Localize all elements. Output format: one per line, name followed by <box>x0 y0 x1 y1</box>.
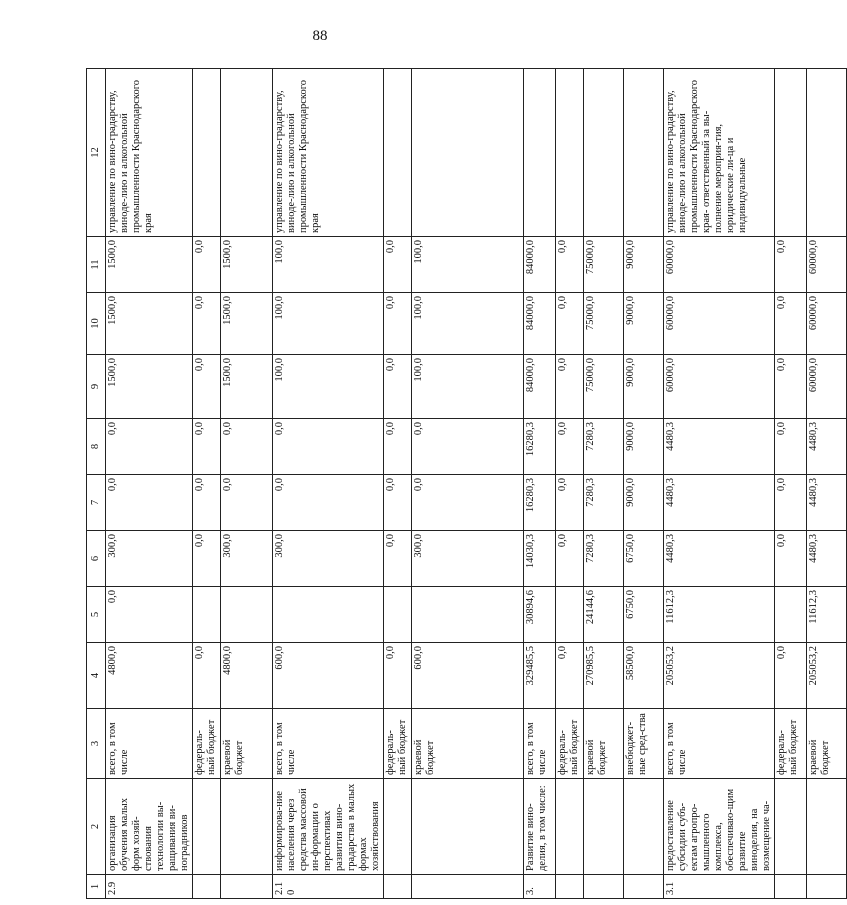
funding-source-cell: федераль-ный бюджет <box>384 709 412 779</box>
row-number-cell <box>584 875 624 899</box>
table-row <box>193 69 221 899</box>
rotated-table-container <box>86 69 831 899</box>
row-number-cell: 3.1 <box>664 875 775 899</box>
amount-cell: 75000,0 <box>584 237 624 293</box>
row-number-cell <box>807 875 847 899</box>
amount-cell <box>221 587 273 643</box>
amount-cell: 0,0 <box>775 531 807 587</box>
responsible-cell: управление по вино-градарству, виноде-лию и алкогольной промышленности Краснодарского края <box>273 69 384 237</box>
amount-cell: 16280,3 <box>524 475 556 531</box>
amount-cell: 0,0 <box>384 237 412 293</box>
column-header: 11 <box>87 237 106 293</box>
amount-cell: 84000,0 <box>524 237 556 293</box>
measure-name-cell <box>412 779 524 875</box>
amount-cell: 4800,0 <box>106 643 193 709</box>
amount-cell <box>775 587 807 643</box>
amount-cell: 16280,3 <box>524 419 556 475</box>
funding-source-cell: всего, в том числе <box>273 709 384 779</box>
funding-source-cell: федераль-ный бюджет <box>775 709 807 779</box>
amount-cell: 24144,6 <box>584 587 624 643</box>
measure-name-cell: организация обучения малых форм хозяй-ствования технологии вы-ращивания ви-ноградников <box>106 779 193 875</box>
amount-cell: 0,0 <box>556 355 584 419</box>
amount-cell: 4480,3 <box>664 419 775 475</box>
funding-source-cell: краевой бюджет <box>221 709 273 779</box>
amount-cell: 0,0 <box>556 419 584 475</box>
responsible-cell <box>807 69 847 237</box>
amount-cell: 1500,0 <box>221 355 273 419</box>
amount-cell: 0,0 <box>193 475 221 531</box>
responsible-cell <box>412 69 524 237</box>
amount-cell: 7280,3 <box>584 475 624 531</box>
funding-source-cell: федераль-ный бюджет <box>193 709 221 779</box>
table-row <box>412 69 524 899</box>
amount-cell: 0,0 <box>384 531 412 587</box>
amount-cell: 9000,0 <box>624 475 664 531</box>
amount-cell: 300,0 <box>273 531 384 587</box>
measure-name-cell <box>775 779 807 875</box>
amount-cell: 6750,0 <box>624 531 664 587</box>
column-header: 5 <box>87 587 106 643</box>
measure-name-cell <box>384 779 412 875</box>
amount-cell: 100,0 <box>273 237 384 293</box>
table-row <box>775 69 807 899</box>
amount-cell: 1500,0 <box>221 237 273 293</box>
amount-cell: 11612,3 <box>664 587 775 643</box>
amount-cell: 0,0 <box>384 293 412 355</box>
responsible-cell <box>556 69 584 237</box>
amount-cell: 0,0 <box>193 237 221 293</box>
amount-cell: 0,0 <box>106 587 193 643</box>
amount-cell: 9000,0 <box>624 355 664 419</box>
amount-cell: 75000,0 <box>584 293 624 355</box>
responsible-cell <box>584 69 624 237</box>
amount-cell: 1500,0 <box>106 237 193 293</box>
amount-cell: 60000,0 <box>664 237 775 293</box>
measure-name-cell <box>584 779 624 875</box>
amount-cell <box>384 587 412 643</box>
amount-cell: 0,0 <box>556 237 584 293</box>
amount-cell: 0,0 <box>556 531 584 587</box>
amount-cell: 60000,0 <box>664 355 775 419</box>
amount-cell: 9000,0 <box>624 237 664 293</box>
amount-cell: 14030,3 <box>524 531 556 587</box>
amount-cell: 0,0 <box>556 475 584 531</box>
funding-source-cell: всего, в том числе <box>106 709 193 779</box>
page-number: 88 <box>312 28 328 44</box>
amount-cell: 11612,3 <box>807 587 847 643</box>
funding-source-cell: федераль-ный бюджет <box>556 709 584 779</box>
responsible-cell <box>193 69 221 237</box>
measure-name-cell <box>221 779 273 875</box>
column-header: 3 <box>87 709 106 779</box>
row-number-cell <box>556 875 584 899</box>
funding-source-cell: краевой бюджет <box>584 709 624 779</box>
measure-name-cell <box>193 779 221 875</box>
amount-cell <box>193 587 221 643</box>
funding-source-cell: внебюджет-ные сред-ства <box>624 709 664 779</box>
column-header: 9 <box>87 355 106 419</box>
amount-cell: 600,0 <box>412 643 524 709</box>
table-row <box>624 69 664 899</box>
amount-cell: 60000,0 <box>807 355 847 419</box>
row-number-cell: 2.9 <box>106 875 193 899</box>
funding-source-cell: всего, в том числе <box>664 709 775 779</box>
measure-name-cell: Развитие вино-делия, в том числе: <box>524 779 556 875</box>
column-header: 2 <box>87 779 106 875</box>
column-header: 7 <box>87 475 106 531</box>
measure-name-cell <box>807 779 847 875</box>
amount-cell: 0,0 <box>106 419 193 475</box>
responsible-cell <box>384 69 412 237</box>
responsible-cell <box>775 69 807 237</box>
amount-cell: 84000,0 <box>524 355 556 419</box>
responsible-cell: управление по вино-градарству, виноде-лию и алкогольной промышленности Краснодарского края- ответственный за вы-полнение мероприя-тия, юридические ли-ца и индивидуальные <box>664 69 775 237</box>
column-header: 1 <box>87 875 106 899</box>
table-body <box>106 69 847 899</box>
funding-source-cell: краевой бюджет <box>412 709 524 779</box>
amount-cell: 4480,3 <box>807 531 847 587</box>
amount-cell: 0,0 <box>193 419 221 475</box>
amount-cell: 58500,0 <box>624 643 664 709</box>
amount-cell: 0,0 <box>556 643 584 709</box>
amount-cell: 329485,5 <box>524 643 556 709</box>
amount-cell: 0,0 <box>775 293 807 355</box>
amount-cell: 30894,6 <box>524 587 556 643</box>
column-header: 12 <box>87 69 106 237</box>
amount-cell: 60000,0 <box>807 293 847 355</box>
funding-source-cell: краевой бюджет <box>807 709 847 779</box>
column-header: 6 <box>87 531 106 587</box>
measure-name-cell <box>556 779 584 875</box>
amount-cell: 6750,0 <box>624 587 664 643</box>
row-number-cell <box>221 875 273 899</box>
responsible-cell <box>524 69 556 237</box>
responsible-cell <box>624 69 664 237</box>
column-header: 4 <box>87 643 106 709</box>
funding-source-cell: всего, в том числе <box>524 709 556 779</box>
amount-cell: 4480,3 <box>807 475 847 531</box>
column-header: 10 <box>87 293 106 355</box>
amount-cell: 300,0 <box>221 531 273 587</box>
amount-cell: 100,0 <box>412 355 524 419</box>
amount-cell: 7280,3 <box>584 531 624 587</box>
table-row <box>524 69 556 899</box>
amount-cell: 1500,0 <box>221 293 273 355</box>
amount-cell: 0,0 <box>193 355 221 419</box>
amount-cell: 205053,2 <box>807 643 847 709</box>
amount-cell: 0,0 <box>221 475 273 531</box>
amount-cell: 0,0 <box>106 475 193 531</box>
amount-cell <box>412 587 524 643</box>
amount-cell: 0,0 <box>273 419 384 475</box>
table-row <box>807 69 847 899</box>
amount-cell <box>273 587 384 643</box>
amount-cell: 60000,0 <box>664 293 775 355</box>
amount-cell: 0,0 <box>193 293 221 355</box>
amount-cell: 600,0 <box>273 643 384 709</box>
amount-cell: 0,0 <box>775 419 807 475</box>
amount-cell: 4800,0 <box>221 643 273 709</box>
table-row <box>584 69 624 899</box>
table-row <box>664 69 775 899</box>
row-number-cell <box>412 875 524 899</box>
amount-cell: 4480,3 <box>664 531 775 587</box>
table-row <box>273 69 384 899</box>
table-row <box>384 69 412 899</box>
amount-cell: 9000,0 <box>624 293 664 355</box>
amount-cell: 0,0 <box>273 475 384 531</box>
amount-cell: 100,0 <box>412 237 524 293</box>
row-number-cell <box>193 875 221 899</box>
amount-cell: 1500,0 <box>106 293 193 355</box>
amount-cell: 100,0 <box>273 355 384 419</box>
amount-cell: 75000,0 <box>584 355 624 419</box>
amount-cell: 0,0 <box>775 475 807 531</box>
amount-cell: 0,0 <box>193 531 221 587</box>
measure-name-cell <box>624 779 664 875</box>
amount-cell: 84000,0 <box>524 293 556 355</box>
column-number-row <box>87 69 106 899</box>
amount-cell <box>556 587 584 643</box>
amount-cell: 300,0 <box>106 531 193 587</box>
measure-name-cell: информирова-ние населения через средства массовой ин-формации о перспективах развития вино-градарства в малых формах хозяйствования <box>273 779 384 875</box>
amount-cell: 0,0 <box>384 475 412 531</box>
amount-cell: 0,0 <box>775 643 807 709</box>
responsible-cell: управление по вино-градарству, виноде-лию и алкогольной промышленности Краснодарского края <box>106 69 193 237</box>
amount-cell: 0,0 <box>221 419 273 475</box>
amount-cell: 60000,0 <box>807 237 847 293</box>
amount-cell: 300,0 <box>412 531 524 587</box>
row-number-cell <box>775 875 807 899</box>
row-number-cell <box>624 875 664 899</box>
amount-cell: 4480,3 <box>664 475 775 531</box>
amount-cell: 0,0 <box>384 419 412 475</box>
budget-table <box>86 68 847 899</box>
amount-cell: 4480,3 <box>807 419 847 475</box>
amount-cell: 0,0 <box>384 643 412 709</box>
table-row <box>556 69 584 899</box>
amount-cell: 0,0 <box>775 237 807 293</box>
table-wrapper <box>86 69 831 899</box>
amount-cell: 0,0 <box>412 419 524 475</box>
row-number-cell: 3. <box>524 875 556 899</box>
row-number-cell: 2.10 <box>273 875 384 899</box>
amount-cell: 270985,5 <box>584 643 624 709</box>
column-header: 8 <box>87 419 106 475</box>
amount-cell: 0,0 <box>556 293 584 355</box>
amount-cell: 100,0 <box>412 293 524 355</box>
amount-cell: 205053,2 <box>664 643 775 709</box>
table-row <box>221 69 273 899</box>
amount-cell: 0,0 <box>193 643 221 709</box>
amount-cell: 7280,3 <box>584 419 624 475</box>
table-row <box>106 69 193 899</box>
amount-cell: 0,0 <box>775 355 807 419</box>
amount-cell: 0,0 <box>412 475 524 531</box>
measure-name-cell: предоставление субсидии субъ-ектам агропро-мышленного комплекса, обеспечиваю-щим развитие виноделия, на возмещение ча- <box>664 779 775 875</box>
amount-cell: 1500,0 <box>106 355 193 419</box>
row-number-cell <box>384 875 412 899</box>
amount-cell: 9000,0 <box>624 419 664 475</box>
responsible-cell <box>221 69 273 237</box>
amount-cell: 0,0 <box>384 355 412 419</box>
amount-cell: 100,0 <box>273 293 384 355</box>
